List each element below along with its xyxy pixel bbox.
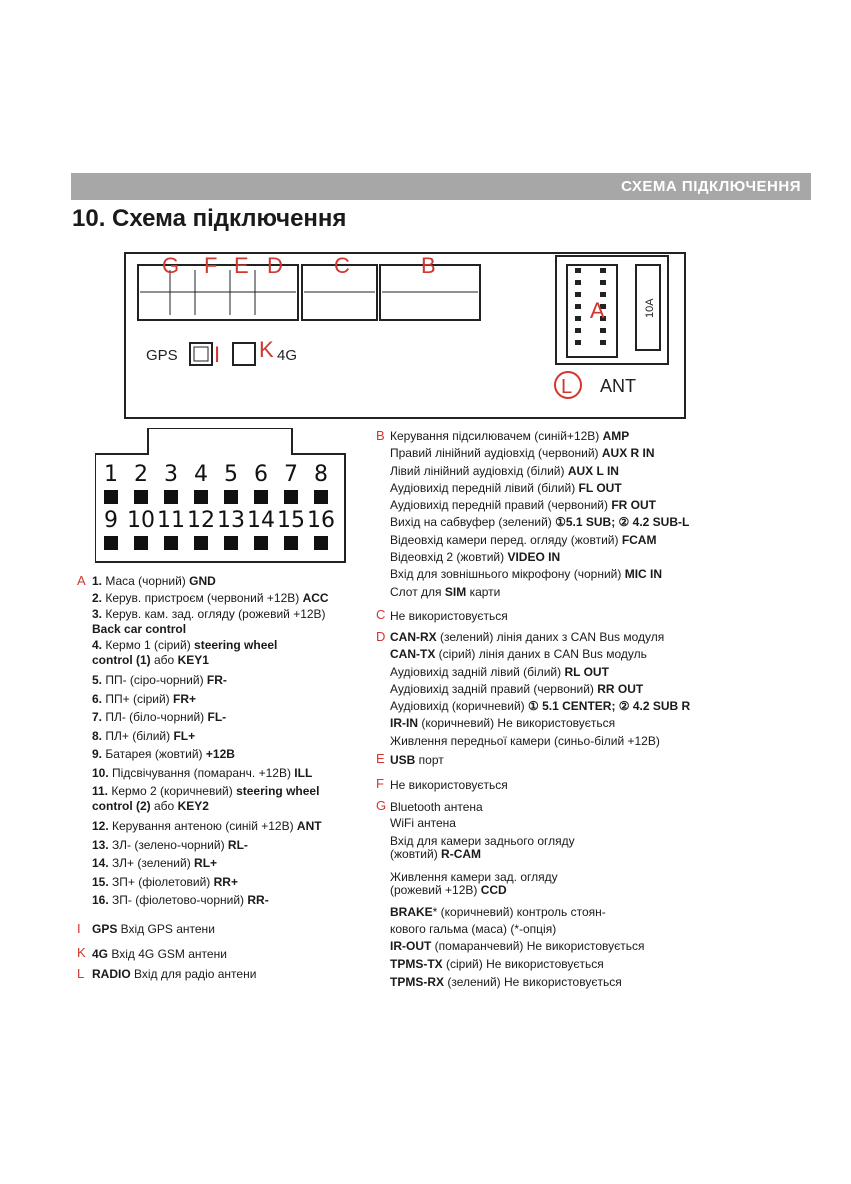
section-banner: СХЕМА ПІДКЛЮЧЕННЯ [71, 173, 811, 200]
group-c: Не використовується [390, 609, 508, 623]
list-item: Відеовхід камери перед. огляду (жовтий) FCAM [390, 532, 657, 547]
list-item: TPMS-TX (сірий) Не використовується [390, 957, 604, 971]
list-item: BRAKE* (коричневий) контроль стоян- [390, 905, 606, 919]
list-item: IR-OUT (помаранчевий) Не використовується [390, 939, 645, 953]
gps-label: GPS [146, 347, 178, 364]
list-item: Правий лінійний аудіовхід (червоний) AUX R IN [390, 446, 655, 461]
pin-number: 11 [157, 508, 185, 533]
list-item: 10. Підсвічування (помаранч. +12В) ILL [92, 765, 313, 780]
list-item: Живлення передньої камери (синьо-білий +12В) [390, 733, 660, 748]
list-item: Аудіовихід задній лівий (білий) RL OUT [390, 664, 609, 679]
list-item: Вхід для зовнішнього мікрофону (чорний) MIC IN [390, 567, 663, 582]
list-item: CAN-TX (сірий) лінія даних в CAN Bus модуль [390, 647, 647, 662]
4g-socket [233, 343, 255, 365]
marker-b: B [376, 428, 385, 443]
marker-e: E [376, 751, 385, 766]
list-item: WiFi антена [390, 816, 456, 830]
pin-number: 5 [224, 462, 238, 487]
list-item: 5. ПП- (сіро-чорний) FR- [92, 673, 227, 687]
pin-number: 10 [127, 508, 155, 533]
pin-number: 16 [307, 508, 335, 533]
label-c: C [334, 253, 350, 278]
label-i: I [214, 342, 221, 367]
connector-16pin [95, 428, 355, 568]
list-item: Живлення камери зад. огляду [390, 870, 558, 884]
marker-f: F [376, 776, 384, 791]
pin-number: 8 [314, 462, 328, 487]
group-d [390, 629, 690, 750]
list-item: control (1) або KEY1 [92, 652, 209, 667]
group-b [390, 428, 689, 601]
list-item: 11. Кермо 2 (коричневий) steering wheel [92, 784, 320, 798]
pin-number: 2 [134, 462, 148, 487]
rear-panel-diagram [0, 0, 851, 430]
list-item: 15. ЗП+ (фіолетовий) RR+ [92, 874, 238, 889]
radio-desc: RADIO Вхід для радіо антени [92, 967, 257, 981]
marker-c: C [376, 607, 386, 622]
list-item: Відеовхід 2 (жовтий) VIDEO IN [390, 550, 561, 565]
list-item: 16. ЗП- (фіолетово-чорний) RR- [92, 893, 269, 907]
fuse-label: 10A [644, 298, 656, 318]
pin-number: 1 [104, 462, 118, 487]
pin-numbers-bottom [95, 508, 355, 538]
list-item: Вхід для камери заднього огляду [390, 834, 575, 848]
label-a: A [590, 298, 605, 323]
4g-desc: 4G Вхід 4G GSM антени [92, 947, 227, 961]
pin-number: 7 [284, 462, 298, 487]
list-item: 2. Керув. пристроєм (червоний +12В) ACC [92, 590, 329, 605]
list-item: Back car control [92, 621, 187, 636]
pin-number: 9 [104, 508, 118, 533]
list-item: 12. Керування антеною (синій +12В) ANT [92, 819, 322, 833]
list-item: 13. ЗЛ- (зелено-чорний) RL- [92, 837, 248, 852]
marker-d: D [376, 629, 386, 644]
list-item: Аудіовихід (коричневий) ① 5.1 CENTER; ② 4.2 SUB R [390, 699, 691, 714]
list-item: 8. ПЛ+ (білий) FL+ [92, 728, 196, 743]
pin-number: 4 [194, 462, 208, 487]
list-item: 3. Керув. кам. зад. огляду (рожевий +12В) [92, 607, 326, 621]
list-item: (рожевий +12В) CCD [390, 883, 507, 897]
label-d: D [267, 253, 283, 278]
label-f: F [204, 253, 218, 278]
group-f: Не використовується [390, 778, 508, 792]
pin-numbers-top [95, 462, 355, 492]
list-item: 14. ЗЛ+ (зелений) RL+ [92, 856, 218, 870]
label-g: G [162, 253, 180, 278]
gps-socket [190, 343, 212, 365]
marker-i: I [77, 921, 81, 936]
label-l: L [561, 376, 573, 398]
label-e: E [234, 253, 249, 278]
list-item: Аудіовихід задній правий (червоний) RR OUT [390, 681, 644, 696]
list-item: 4. Кермо 1 (сірий) steering wheel [92, 638, 278, 652]
list-item: TPMS-RX (зелений) Не використовується [390, 975, 622, 989]
list-item: Аудіовихід передній лівий (білий) FL OUT [390, 480, 622, 495]
marker-l: L [77, 966, 85, 981]
pin-number: 3 [164, 462, 178, 487]
list-item: Вихід на сабвуфер (зелений) ①5.1 SUB; ② 4.2 SUB-L [390, 515, 690, 530]
ant-label: ANT [600, 376, 636, 396]
pin-number: 12 [187, 508, 215, 533]
list-item: кового гальма (маса) (*-опція) [390, 922, 557, 936]
list-item: Bluetooth антена [390, 800, 483, 814]
4g-label: 4G [277, 347, 298, 364]
list-item: Лівий лінійний аудіовхід (білий) AUX L IN [390, 463, 619, 478]
marker-a: A [77, 573, 86, 588]
pin-number: 13 [217, 508, 245, 533]
pin-a-list [92, 573, 372, 909]
group-e: USB порт [390, 753, 444, 767]
list-item: 7. ПЛ- (біло-чорний) FL- [92, 710, 227, 724]
list-item: Аудіовихід передній правий (червоний) FR OUT [390, 498, 656, 513]
pin-number: 14 [247, 508, 275, 533]
list-item: IR-IN (коричневий) Не використовується [390, 716, 616, 731]
list-item: (жовтий) R-CAM [390, 847, 482, 861]
gps-desc: GPS Вхід GPS антени [92, 922, 215, 936]
list-item: CAN-RX (зелений) лінія даних з CAN Bus модуля [390, 630, 665, 644]
marker-k: K [77, 945, 86, 960]
marker-g: G [376, 798, 387, 813]
label-k: K [259, 337, 274, 362]
list-item: Слот для SIM карти [390, 584, 501, 599]
list-item: 6. ПП+ (сірий) FR+ [92, 691, 197, 706]
pin-number: 6 [254, 462, 268, 487]
list-item: control (2) або KEY2 [92, 798, 209, 813]
group-g [390, 799, 644, 991]
list-item: 9. Батарея (жовтий) +12В [92, 747, 235, 761]
label-b: B [421, 253, 436, 278]
list-item: 1. Маса (чорний) GND [92, 574, 216, 588]
list-item: Керування підсилювачем (синій+12В) AMP [390, 429, 630, 443]
page-title: 10. Схема підключення [72, 205, 347, 232]
pin-number: 15 [277, 508, 305, 533]
